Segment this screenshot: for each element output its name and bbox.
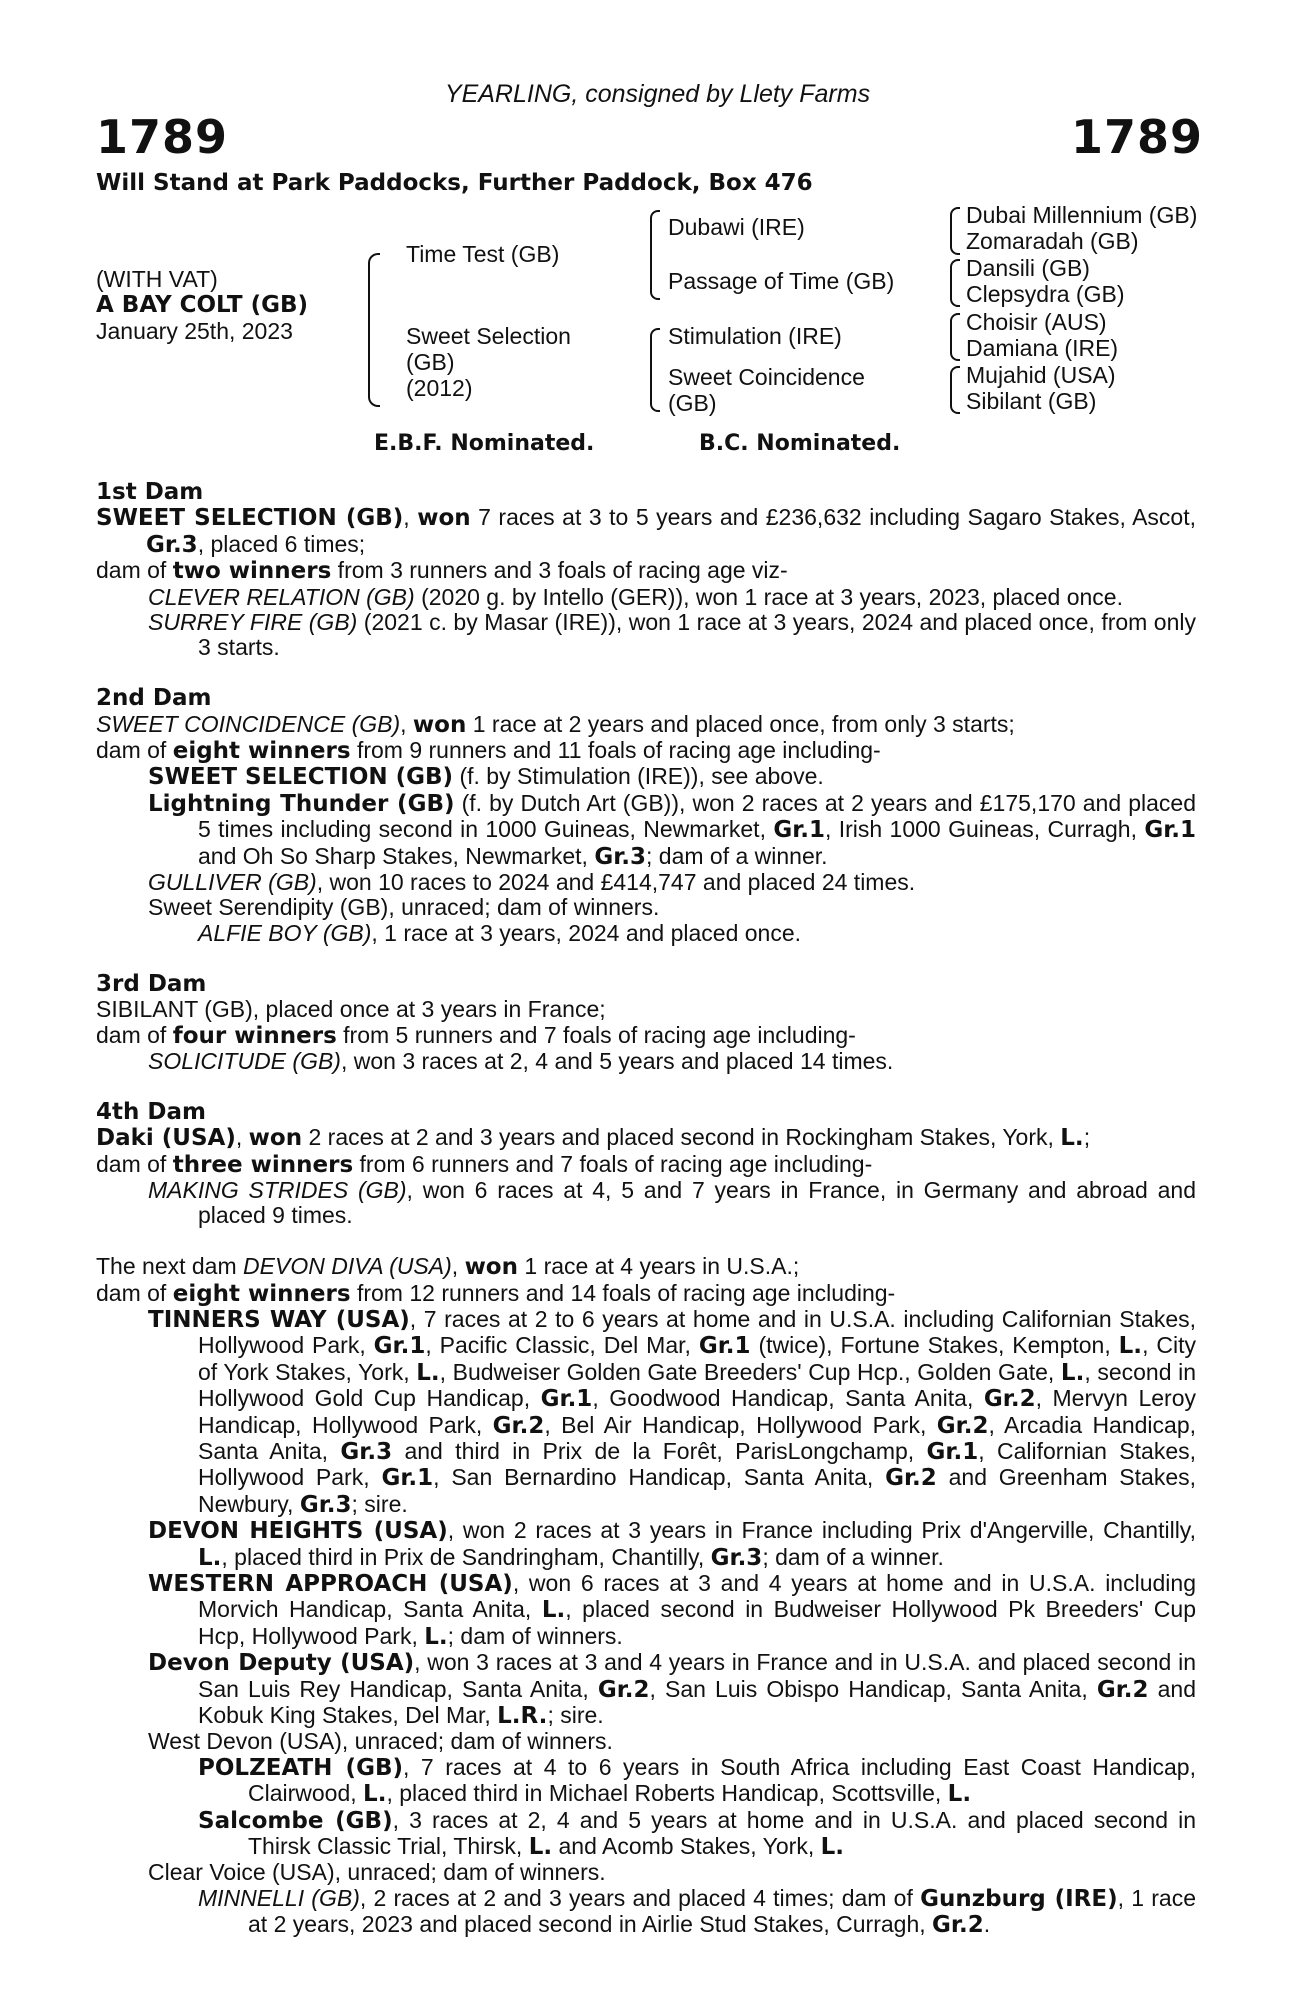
pedigree-g1: Dubai Millennium (GB) (966, 202, 1198, 228)
pedigree-dam-sire: Stimulation (IRE) (668, 323, 842, 349)
pedigree-dam-year: (2012) (406, 375, 473, 401)
bc-nomination: B.C. Nominated. (699, 431, 901, 456)
pedigree-brace (950, 366, 960, 414)
progeny-entry: West Devon (USA), unraced; dam of winners. (148, 1728, 613, 1755)
dam-produce-summary: dam of four winners from 5 runners and 7 foals of racing age including- (96, 1021, 856, 1049)
dam-produce-summary: dam of three winners from 6 runners and 7 foals of racing age including- (96, 1150, 873, 1178)
section-heading: 2nd Dam (96, 685, 212, 712)
pedigree-brace (950, 313, 960, 361)
pedigree-g2: Zomaradah (GB) (966, 228, 1139, 254)
section-heading: 1st Dam (96, 479, 204, 505)
dam-record: Daki (USA), won 2 races at 2 and 3 years and placed second in Rockingham Stakes, York, L.; (96, 1124, 1091, 1152)
vat-note: (WITH VAT) (96, 266, 218, 292)
progeny-entry: SURREY FIRE (GB) (2021 c. by Masar (IRE)), won 1 race at 3 years, 2024 and placed once, from only 3 starts. (148, 609, 1196, 661)
pedigree-g3: Dansili (GB) (966, 255, 1090, 281)
progeny-entry: TINNERS WAY (USA), 7 races at 2 to 6 years at home and in U.S.A. including Californian Stakes, Hollywood Park, Gr.1, Pacific Classic, Del Mar, Gr.1 (twice), Fortune Stakes, Kempton, L., City of York Stakes, York, L., Budweiser Golden Gate Breeders' Cup Hcp., Golden Gate, L., second in Hollywood Gold Cup Handicap, Gr.1, Goodwood Handicap, Santa Anita, Gr.2, Mervyn Leroy Handicap, Hollywood Park, Gr.2, Bel Air Handicap, Hollywood Park, Gr.2, Arcadia Handicap, Santa Anita, Gr.3 and third in Prix de la Forêt, ParisLongchamp, Gr.1, Californian Stakes, Hollywood Park, Gr.1, San Bernardino Handicap, Santa Anita, Gr.2 and Greenham Stakes, Newbury, Gr.3; sire. (148, 1305, 1197, 1518)
progeny-entry: MAKING STRIDES (GB), won 6 races at 4, 5 and 7 years in France, in Germany and abroad and placed 9 times. (148, 1176, 1196, 1229)
pedigree-brace (650, 210, 660, 300)
pedigree-g7: Mujahid (USA) (966, 362, 1116, 388)
pedigree-sire: Time Test (GB) (406, 241, 560, 267)
lot-number-right: 1789 (1070, 110, 1203, 164)
pedigree-sire-dam: Passage of Time (GB) (668, 268, 895, 294)
pedigree-brace (950, 207, 960, 255)
produce-record (96, 480, 1196, 1939)
pedigree-dam-dam: Sweet Coincidence (668, 364, 865, 390)
progeny-entry: Sweet Serendipity (GB), unraced; dam of winners. (148, 894, 660, 921)
dam-record: SWEET COINCIDENCE (GB), won 1 race at 2 years and placed once, from only 3 starts; (96, 710, 1015, 738)
grand-progeny-entry: Salcombe (GB), 3 races at 2, 4 and 5 years at home and in U.S.A. and placed second in Thirsk Classic Trial, Thirsk, L. and Acomb Stakes, York, L. (198, 1806, 1196, 1861)
progeny-entry: WESTERN APPROACH (USA), won 6 races at 3 and 4 years at home and in U.S.A. including Morvich Handicap, Santa Anita, L., placed second in Budweiser Hollywood Pk Breeders' Cup Hcp, Hollywood Park, L.; dam of winners. (148, 1570, 1196, 1650)
progeny-entry: GULLIVER (GB), won 10 races to 2024 and £414,747 and placed 24 times. (148, 869, 916, 896)
lot-number-left: 1789 (96, 110, 229, 164)
grand-progeny-entry: POLZEATH (GB), 7 races at 4 to 6 years in South Africa including East Coast Handicap, Clairwood, L., placed third in Michael Roberts Handicap, Scottsville, L. (198, 1753, 1196, 1808)
grand-progeny-entry: MINNELLI (GB), 2 races at 2 and 3 years and placed 4 times; dam of Gunzburg (IRE), 1 race at 2 years, 2023 and placed second in Airlie Stud Stakes, Curragh, Gr.2. (198, 1884, 1196, 1939)
pedigree-dam: (GB) (406, 349, 455, 375)
progeny-entry: Devon Deputy (USA), won 3 races at 3 and 4 years in France and in U.S.A. and placed second in San Luis Rey Handicap, Santa Anita, Gr.2, San Luis Obispo Handicap, Santa Anita, Gr.2 and Kobuk King Stakes, Del Mar, L.R.; sire. (148, 1649, 1197, 1730)
pedigree-g6: Damiana (IRE) (966, 335, 1119, 361)
progeny-entry: Clear Voice (USA), unraced; dam of winners. (148, 1859, 606, 1886)
ebf-nomination: E.B.F. Nominated. (374, 431, 595, 456)
pedigree-brace (950, 259, 960, 307)
dam-produce-summary: dam of two winners from 3 runners and 3 foals of racing age viz- (96, 557, 788, 585)
progeny-entry: SWEET SELECTION (GB) (f. by Stimulation (IRE)), see above. (148, 763, 824, 791)
dam-record: SWEET SELECTION (GB), won 7 races at 3 to 5 years and £236,632 including Sagaro Stakes, Ascot, Gr.3, placed 6 times; (96, 504, 1197, 558)
grand-progeny-entry: ALFIE BOY (GB), 1 race at 3 years, 2024 and placed once. (198, 919, 802, 946)
sale-subtitle: YEARLING, consigned by Llety Farms (444, 80, 871, 108)
pedigree-brace (368, 253, 380, 407)
dam-produce-summary: dam of eight winners from 9 runners and 11 foals of racing age including- (96, 737, 881, 765)
dam-produce-summary: dam of eight winners from 12 runners and 14 foals of racing age including- (96, 1279, 896, 1307)
pedigree-g8: Sibilant (GB) (966, 388, 1097, 414)
stabling-location: Will Stand at Park Paddocks, Further Paddock, Box 476 (96, 170, 813, 196)
dam-record: SIBILANT (GB), placed once at 3 years in France; (96, 996, 606, 1023)
progeny-entry: SOLICITUDE (GB), won 3 races at 2, 4 and 5 years and placed 14 times. (148, 1047, 894, 1074)
pedigree-dam-dam: (GB) (668, 390, 717, 416)
section-heading: 4th Dam (96, 1098, 206, 1125)
foaling-date: January 25th, 2023 (96, 318, 293, 344)
section-heading: 3rd Dam (96, 970, 207, 997)
horse-description: A BAY COLT (GB) (96, 292, 309, 318)
pedigree-dam: Sweet Selection (406, 323, 571, 349)
pedigree-g5: Choisir (AUS) (966, 309, 1107, 335)
pedigree-sire-sire: Dubawi (IRE) (668, 214, 805, 240)
next-dam-record: The next dam DEVON DIVA (USA), won 1 race at 4 years in U.S.A.; (96, 1253, 800, 1281)
pedigree-brace (650, 328, 660, 412)
progeny-entry: CLEVER RELATION (GB) (2020 g. by Intello (GER)), won 1 race at 3 years, 2023, placed once. (148, 583, 1123, 610)
progeny-entry: Lightning Thunder (GB) (f. by Dutch Art (GB)), won 2 races at 2 years and £175,170 and placed 5 times including second in 1000 Guineas, Newmarket, Gr.1, Irish 1000 Guineas, Curragh, Gr.1 and Oh So Sharp Stakes, Newmarket, Gr.3; dam of a winner. (148, 789, 1197, 870)
progeny-entry: DEVON HEIGHTS (USA), won 2 races at 3 years in France including Prix d'Angerville, Chantilly, L., placed third in Prix de Sandringham, Chantilly, Gr.3; dam of a winner. (148, 1517, 1196, 1571)
pedigree-g4: Clepsydra (GB) (966, 281, 1125, 307)
